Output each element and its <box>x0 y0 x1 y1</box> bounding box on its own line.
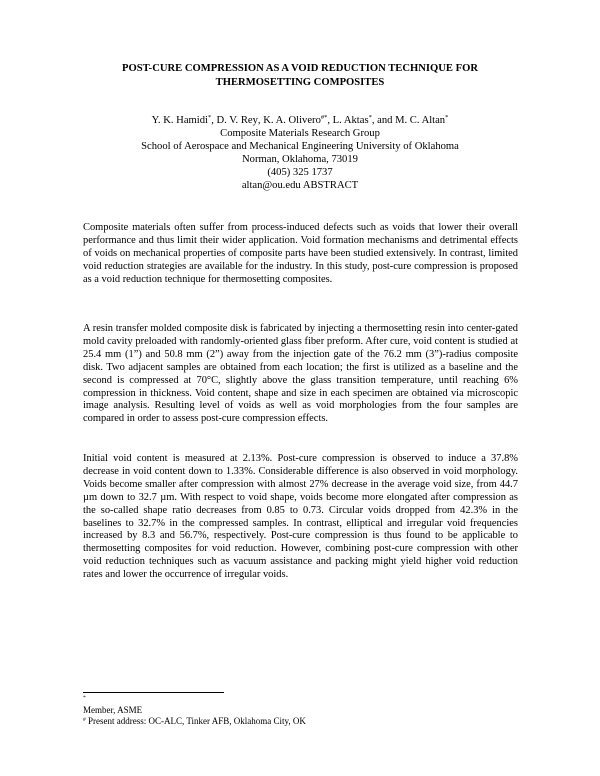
address: Norman, Oklahoma, 73019 <box>242 154 358 166</box>
footnote-text: Present address: OC-ALC, Tinker AFB, Oklahoma City, OK <box>85 716 306 727</box>
author-separator: , <box>257 115 264 126</box>
author-name: M. C. Altan <box>395 115 446 126</box>
author-mark: #* <box>320 114 328 121</box>
footnote <box>83 716 306 727</box>
author-mark: * <box>207 114 212 121</box>
email: altan@ou.edu <box>241 180 301 192</box>
author-name: L. Aktas <box>332 115 369 126</box>
footnote <box>83 694 306 705</box>
abstract-paragraph-3: Initial void content is measured at 2.13%. Post-cure compression is observed to induce a 37.8% decrease in void content down to 1.33%. Considerable difference is also observed in void morphology. Voids become smaller after compression with almost 27% decrease in the average void size, from 44.7 µm down to 32.7 µm. With respect to void shape, voids become more elongated after compression as the so-called shape ratio decreases from 0.85 to 0.73. Circular voids dropped from 42.3% in the baselines to 32.7% in the compressed samples. In contrast, elliptical and irregular void frequencies increased by 8.3 and 56.7%, respectively. Post-cure compression is thus found to be applicable to thermosetting composites for void reduction. However, combining post-cure compression with other void reduction techniques such as vacuum assistance and packing might yield higher void reduction rates and lower the occurrence of irregular voids. <box>83 453 518 581</box>
author-separator: , <box>327 115 333 126</box>
author-mark: * <box>368 114 372 121</box>
footnote-mark: * <box>83 695 86 701</box>
author-name: Y. K. Hamidi <box>151 115 208 126</box>
abstract-paragraph-2: A resin transfer molded composite disk is fabricated by injecting a thermosetting resin into center-gated mold cavity preloaded with randomly-oriented glass fiber preform. After cure, void content is studied at 25.4 mm (1”) and 50.8 mm (2”) away from the injection gate of the 76.2 mm (3”)-radius composite disk. Two adjacent samples are obtained from each location; the first is utilized as a baseline and the second is compressed at 70°C, slightly above the glass transition temperature, until reaching 6% compression in thickness. Void content, shape and size in each specimen are obtained via microscopic image analysis. Resulting level of voids as well as void morphologies from the four samples are compared in order to assess post-cure compression effects. <box>83 323 518 425</box>
footnote-text: Member, ASME <box>83 705 143 716</box>
footnote-divider <box>83 692 224 693</box>
school-name: School of Aerospace and Mechanical Engineering University of Oklahoma <box>141 141 459 153</box>
email-abstract-line <box>60 179 540 192</box>
paper-title <box>60 62 540 89</box>
author-list <box>60 114 540 127</box>
author-separator: , <box>211 115 217 126</box>
footnote-mark: # <box>83 717 86 724</box>
author-block <box>60 114 540 193</box>
author-name: K. A. Olivero <box>263 115 321 126</box>
abstract-heading: ABSTRACT <box>302 180 359 192</box>
phone: (405) 325 1737 <box>267 167 333 179</box>
author-mark: * <box>445 114 449 121</box>
title-line-2: THERMOSETTING COMPOSITES <box>215 76 385 88</box>
research-group: Composite Materials Research Group <box>220 128 380 140</box>
abstract-paragraph-1: Composite materials often suffer from process-induced defects such as voids that lower their overall performance and thus limit their wider application. Void formation mechanisms and detrimental effects of voids on mechanical properties of composite parts have been studied extensively. In contrast, limited void reduction strategies are available for the industry. In this study, post-cure compression is proposed as a void reduction technique for thermosetting composites. <box>83 222 518 285</box>
author-name: D. V. Rey <box>216 115 258 126</box>
author-separator: , and <box>371 115 396 126</box>
title-line-1: POST-CURE COMPRESSION AS A VOID REDUCTION TECHNIQUE FOR <box>121 63 479 74</box>
footnotes <box>83 694 306 728</box>
